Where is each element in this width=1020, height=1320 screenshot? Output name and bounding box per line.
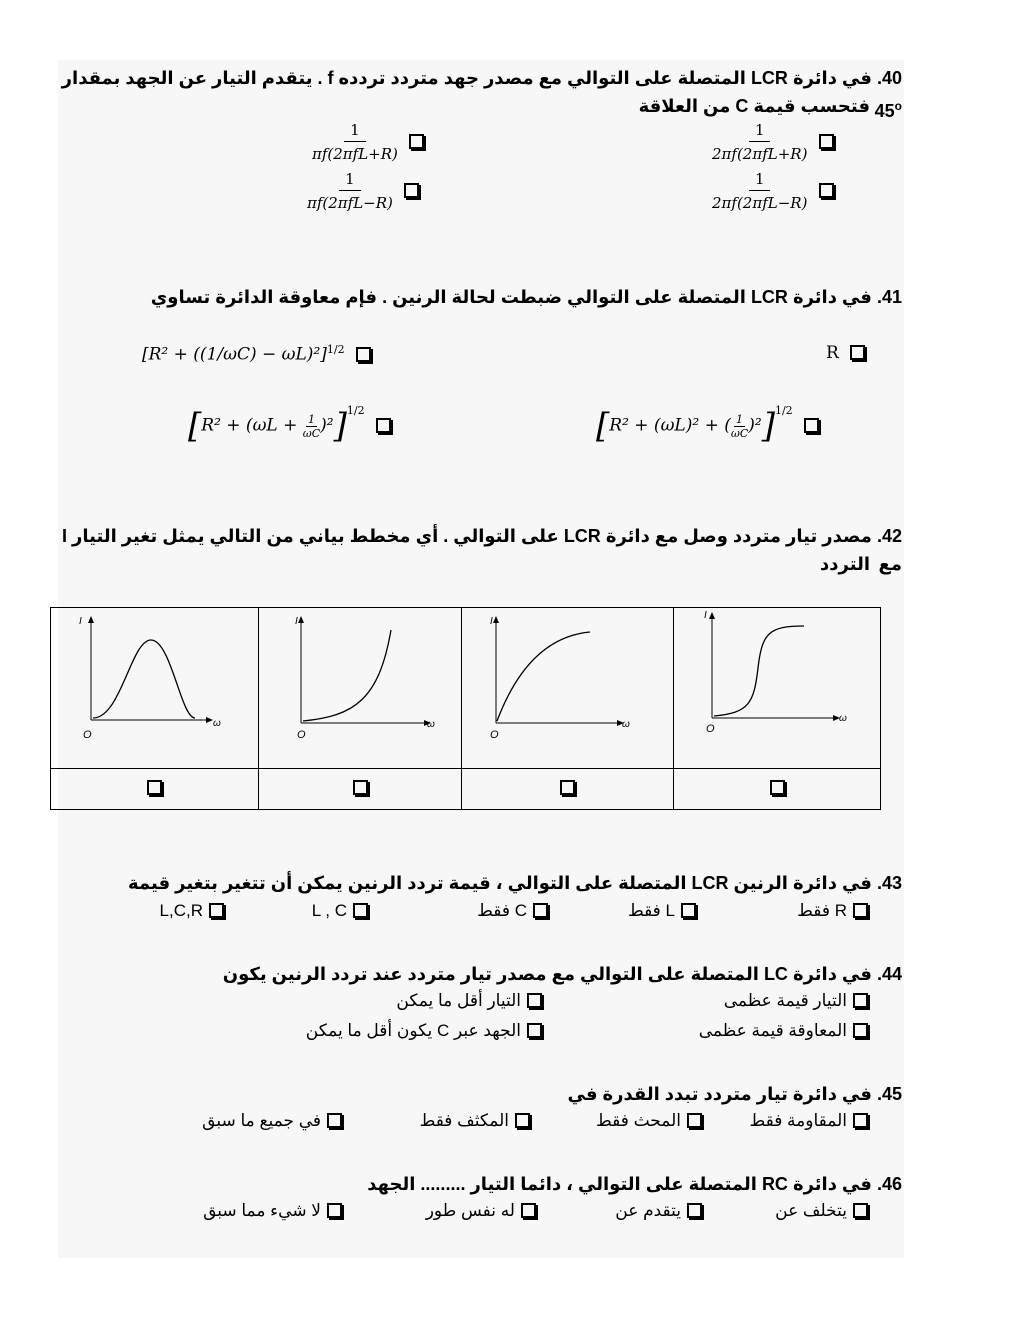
- checkbox-icon[interactable]: [147, 780, 162, 795]
- checkbox-icon[interactable]: [353, 903, 368, 918]
- option-text: له نفس طور: [425, 1201, 515, 1220]
- checkbox-icon[interactable]: [850, 345, 865, 360]
- checkbox-icon[interactable]: [560, 780, 575, 795]
- origin-label: O: [83, 729, 92, 741]
- axis-label-y: I: [490, 616, 493, 627]
- checkbox-icon[interactable]: [515, 1113, 530, 1128]
- checkbox-icon[interactable]: [533, 903, 548, 918]
- option-text: المقاومة فقط: [749, 1111, 847, 1130]
- question-number: 43.: [876, 873, 902, 893]
- option-41-d[interactable]: [R² + (ωL + $\frac{1}{\omega C}$ )²]$^{1/2}$: [188, 406, 391, 446]
- axis-label-x: ω: [213, 718, 221, 729]
- option-text: R: [826, 343, 839, 363]
- graph-sigmoid-curve: [674, 608, 880, 763]
- checkbox-icon[interactable]: [853, 903, 868, 918]
- graph-answer-cell[interactable]: [674, 769, 881, 810]
- question-45: [568, 1080, 902, 1108]
- option-text: R فقط: [797, 901, 847, 920]
- checkbox-icon[interactable]: [853, 1023, 868, 1038]
- axis-label-y: I: [295, 616, 298, 627]
- option-46-a[interactable]: [775, 1201, 868, 1221]
- option-44-a[interactable]: [724, 991, 868, 1011]
- option-44-c[interactable]: [699, 1021, 868, 1041]
- axis-label-y: I: [704, 610, 707, 621]
- option-43-c[interactable]: [477, 901, 548, 921]
- option-text: التيار أقل ما يمكن: [396, 991, 521, 1010]
- checkbox-icon[interactable]: [521, 1203, 536, 1218]
- axis-label-x: ω: [427, 719, 435, 730]
- option-text: C فقط: [477, 901, 527, 920]
- graph-answer-cell[interactable]: [462, 769, 674, 810]
- checkbox-icon[interactable]: [327, 1203, 342, 1218]
- graph-cell: [51, 608, 259, 769]
- origin-label: O: [706, 723, 715, 735]
- checkbox-icon[interactable]: [819, 183, 834, 198]
- graph-cell: [674, 608, 881, 769]
- fraction-numerator: 1: [307, 412, 315, 426]
- option-43-a[interactable]: [797, 901, 868, 921]
- checkbox-icon[interactable]: [327, 1113, 342, 1128]
- graph-options-table: [50, 607, 881, 810]
- fraction-denominator: πf(2πfL−R): [307, 194, 393, 212]
- option-43-e[interactable]: [160, 901, 224, 921]
- checkbox-icon[interactable]: [853, 993, 868, 1008]
- question-text: في دائرة LCR المتصلة على التوالي ضبطت لحالة الرنين . فإم معاوقة الدائرة تساوي: [150, 287, 872, 307]
- origin-label: O: [297, 729, 306, 741]
- exponent: 1/2: [774, 403, 793, 417]
- question-number: 46.: [876, 1174, 902, 1194]
- option-43-b[interactable]: [628, 901, 696, 921]
- option-text: لا شيء مما سبق: [203, 1201, 321, 1220]
- option-text: R² + (ωL)² + (: [609, 415, 731, 436]
- option-40-a[interactable]: [712, 119, 834, 166]
- checkbox-icon[interactable]: [209, 903, 224, 918]
- checkbox-icon[interactable]: [404, 183, 419, 198]
- exponent: 1/2: [346, 403, 365, 417]
- option-43-d[interactable]: [312, 901, 368, 921]
- option-text: L فقط: [627, 901, 675, 920]
- graph-bell-curve: [51, 608, 258, 763]
- checkbox-icon[interactable]: [687, 1113, 702, 1128]
- fraction-numerator: 1: [344, 119, 366, 142]
- fraction-denominator: ωC: [730, 426, 749, 440]
- option-41-c[interactable]: [R² + (ωL)² + ( $\frac{1}{\omega C}$ )²]$^{1/2}$: [596, 406, 819, 446]
- fraction-denominator: 2πf(2πfL+R): [712, 145, 808, 163]
- option-text: المعاوقة قيمة عظمى: [698, 1021, 847, 1040]
- angle-degree: o: [894, 99, 902, 113]
- checkbox-icon[interactable]: [356, 347, 371, 362]
- option-text: يتقدم عن: [615, 1201, 681, 1220]
- question-number: 41.: [876, 287, 902, 307]
- question-text: مصدر تيار متردد وصل مع دائرة LCR على التوالي . أي مخطط بياني من التالي يمثل تغير التيار I مع: [62, 526, 902, 574]
- fraction-denominator: 2πf(2πfL−R): [712, 194, 808, 212]
- question-42: [52, 522, 902, 578]
- question-number: 44.: [876, 964, 902, 984]
- option-text: في جميع ما سبق: [202, 1111, 321, 1130]
- fraction-denominator: πf(2πfL+R): [312, 145, 398, 163]
- fraction-numerator: 1: [749, 119, 771, 142]
- question-42-line2: التردد: [820, 554, 870, 574]
- question-text: في دائرة RC المتصلة على التوالي ، دائما التيار ......... الجهد: [367, 1174, 872, 1194]
- checkbox-icon[interactable]: [819, 134, 834, 149]
- graph-saturation-curve: [462, 608, 673, 763]
- checkbox-icon[interactable]: [409, 134, 424, 149]
- graph-answer-cell[interactable]: [259, 769, 462, 810]
- option-44-b[interactable]: [396, 991, 542, 1011]
- option-text: R² + (ωL +: [201, 415, 303, 436]
- fraction-numerator: 1: [339, 168, 361, 191]
- fraction-numerator: 1: [736, 412, 744, 426]
- option-text: L , C: [311, 901, 347, 920]
- question-number: 40.: [876, 68, 902, 88]
- option-41-b[interactable]: [142, 343, 371, 365]
- fraction-numerator: 1: [749, 168, 771, 191]
- option-40-d[interactable]: [307, 168, 419, 215]
- question-43: [128, 869, 902, 897]
- checkbox-icon[interactable]: [376, 418, 391, 433]
- option-46-d[interactable]: [203, 1201, 342, 1221]
- option-text: التيار قيمة عظمى: [723, 991, 847, 1010]
- exponent: 1/2: [326, 343, 345, 356]
- question-41: [151, 283, 902, 311]
- graph-exponential-rise: [259, 608, 461, 763]
- angle-value: 45: [874, 101, 895, 121]
- option-text: يتخلف عن: [775, 1201, 847, 1220]
- origin-label: O: [490, 729, 499, 741]
- option-text: الجهد عبر C يكون أقل ما يمكن: [305, 1021, 521, 1040]
- checkbox-icon[interactable]: [681, 903, 696, 918]
- graph-cell: [259, 608, 462, 769]
- option-40-b[interactable]: [312, 119, 424, 166]
- checkbox-icon[interactable]: [527, 1023, 542, 1038]
- question-44: [223, 960, 902, 988]
- option-text: المحث فقط: [596, 1111, 681, 1130]
- checkbox-icon[interactable]: [687, 1203, 702, 1218]
- option-text: [R² + ((1/ωC) − ωL)²]: [142, 344, 327, 365]
- graph-answer-cell[interactable]: [51, 769, 259, 810]
- graph-cell: [462, 608, 674, 769]
- option-46-b[interactable]: [615, 1201, 702, 1221]
- question-number: 42.: [876, 526, 902, 546]
- checkbox-icon[interactable]: [527, 993, 542, 1008]
- question-46: [367, 1170, 902, 1198]
- option-46-c[interactable]: [426, 1201, 536, 1221]
- option-text: L,C,R: [159, 901, 203, 920]
- fraction-denominator: ωC: [302, 426, 321, 440]
- checkbox-icon[interactable]: [770, 780, 785, 795]
- axis-label-y: I: [79, 616, 82, 627]
- checkbox-icon[interactable]: [804, 418, 819, 433]
- option-45-a[interactable]: [749, 1111, 868, 1131]
- option-text: )²: [320, 415, 334, 436]
- option-text: المكثف فقط: [419, 1111, 509, 1130]
- option-45-c[interactable]: [420, 1111, 530, 1131]
- checkbox-icon[interactable]: [853, 1113, 868, 1128]
- question-text: في دائرة LC المتصلة على التوالي مع مصدر تيار متردد عند تردد الرنين يكون: [222, 964, 872, 984]
- question-number: 45.: [876, 1084, 902, 1104]
- option-45-d[interactable]: [202, 1111, 342, 1131]
- question-text: في دائرة تيار متردد تبدد القدرة في: [567, 1084, 872, 1104]
- option-45-b[interactable]: [596, 1111, 702, 1131]
- option-text: )²: [748, 415, 762, 436]
- question-text: في دائرة LCR المتصلة على التوالي مع مصدر جهد متردد تردده f . يتقدم التيار عن الجهد بمقدار: [61, 68, 872, 88]
- axis-label-x: ω: [622, 719, 630, 730]
- axis-label-x: ω: [839, 713, 847, 724]
- checkbox-icon[interactable]: [853, 1203, 868, 1218]
- checkbox-icon[interactable]: [353, 780, 368, 795]
- option-41-a[interactable]: [826, 343, 865, 363]
- option-40-c[interactable]: [712, 168, 834, 215]
- question-40-line2: فتحسب قيمة C من العلاقة: [638, 96, 870, 116]
- question-text: في دائرة الرنين LCR المتصلة على التوالي ، قيمة تردد الرنين يمكن أن تتغير بتغير قيمة: [128, 873, 872, 893]
- option-44-d[interactable]: [306, 1021, 542, 1041]
